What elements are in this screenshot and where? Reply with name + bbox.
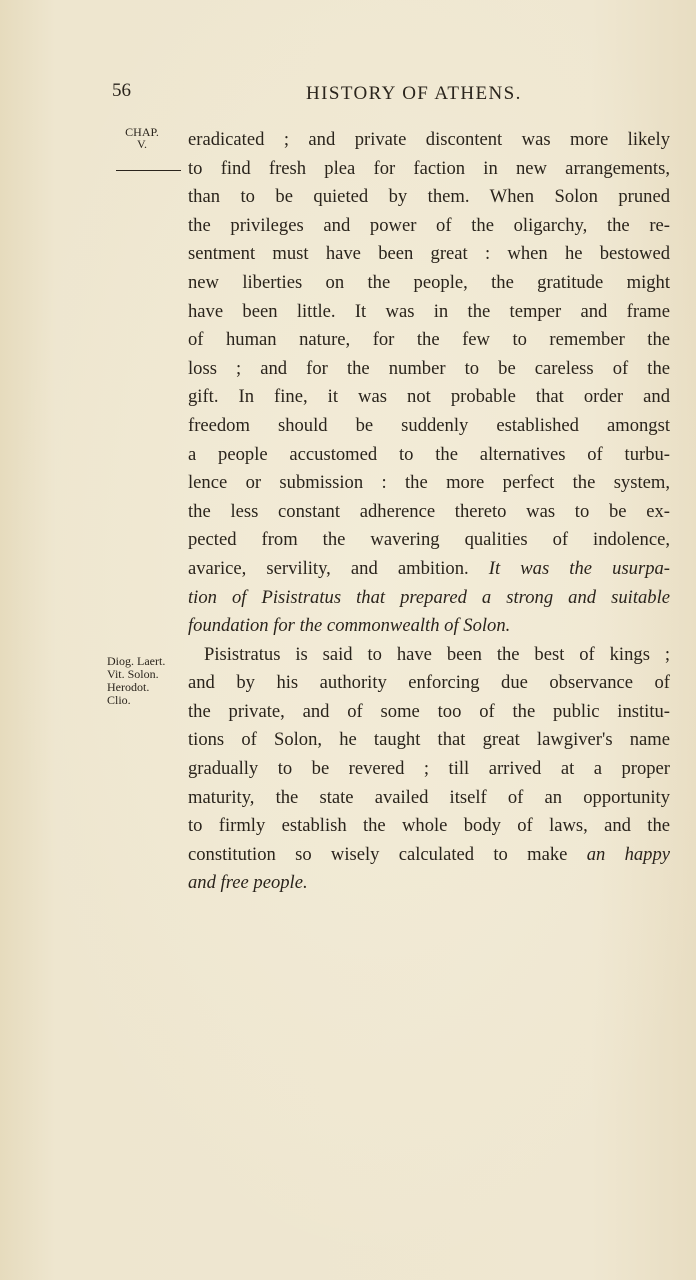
citation-line: Vit. Solon. — [107, 667, 159, 681]
page-number: 56 — [112, 80, 131, 101]
text-line: maturity, the state availed itself of an opportunity — [188, 786, 670, 808]
text-line: have been little. It was in the temper and frame — [188, 300, 670, 322]
chapter-label — [125, 126, 159, 150]
text-line: Pisistratus is said to have been the best of kings ; — [204, 643, 670, 665]
text-line: and by his authority enforcing due observance of — [188, 672, 670, 694]
text-line-italic: tion of Pisistratus that prepared a strong and suitable — [188, 586, 670, 608]
running-head: HISTORY OF ATHENS. — [306, 83, 522, 104]
text-line: the less constant adherence thereto was to be ex- — [188, 500, 670, 522]
margin-citation — [107, 655, 165, 707]
citation-line: Diog. Laert. — [107, 654, 166, 668]
chapter-rule — [116, 170, 181, 171]
text-line: gift. In fine, it was not probable that order and — [188, 386, 670, 408]
text-line-italic: foundation for the commonwealth of Solon. — [188, 615, 511, 637]
text-line: gradually to be revered ; till arrived at a proper — [188, 758, 670, 780]
chapter-number: V. — [136, 137, 148, 151]
text-line: to find fresh plea for faction in new arrangements, — [188, 157, 670, 179]
text-line-italic: and free people. — [188, 872, 308, 894]
text-line: a people accustomed to the alternatives of turbu- — [188, 443, 670, 465]
text-line-mixed — [188, 841, 670, 870]
roman-segment: constitution so wisely calculated to make — [188, 843, 568, 865]
text-line: the privileges and power of the oligarchy, the re- — [188, 214, 670, 236]
body-text — [188, 126, 670, 898]
citation-line: Clio. — [107, 693, 131, 707]
text-line: the private, and of some too of the public institu- — [188, 700, 670, 722]
text-line: freedom should be suddenly established amongst — [188, 414, 670, 436]
italic-segment: It was the usurpa- — [488, 557, 670, 579]
citation-line: Herodot. — [107, 680, 150, 694]
text-line: to firmly establish the whole body of laws, and the — [188, 815, 670, 837]
chapter-label-text: CHAP. — [125, 125, 159, 139]
text-line: sentment must have been great : when he bestowed — [188, 243, 670, 265]
text-line: loss ; and for the number to be careless of the — [188, 357, 670, 379]
text-line: lence or submission : the more perfect the system, — [188, 472, 670, 494]
text-line: new liberties on the people, the gratitude might — [188, 271, 670, 293]
text-line: tions of Solon, he taught that great lawgiver's name — [188, 729, 670, 751]
text-line: of human nature, for the few to remember the — [188, 329, 670, 351]
text-line-mixed — [188, 555, 670, 584]
text-line: than to be quieted by them. When Solon pruned — [188, 186, 670, 208]
roman-segment: avarice, servility, and ambition. — [188, 557, 469, 579]
text-line: pected from the wavering qualities of indolence, — [188, 529, 670, 551]
italic-segment: an happy — [586, 843, 671, 865]
text-line: eradicated ; and private discontent was more likely — [188, 129, 670, 150]
